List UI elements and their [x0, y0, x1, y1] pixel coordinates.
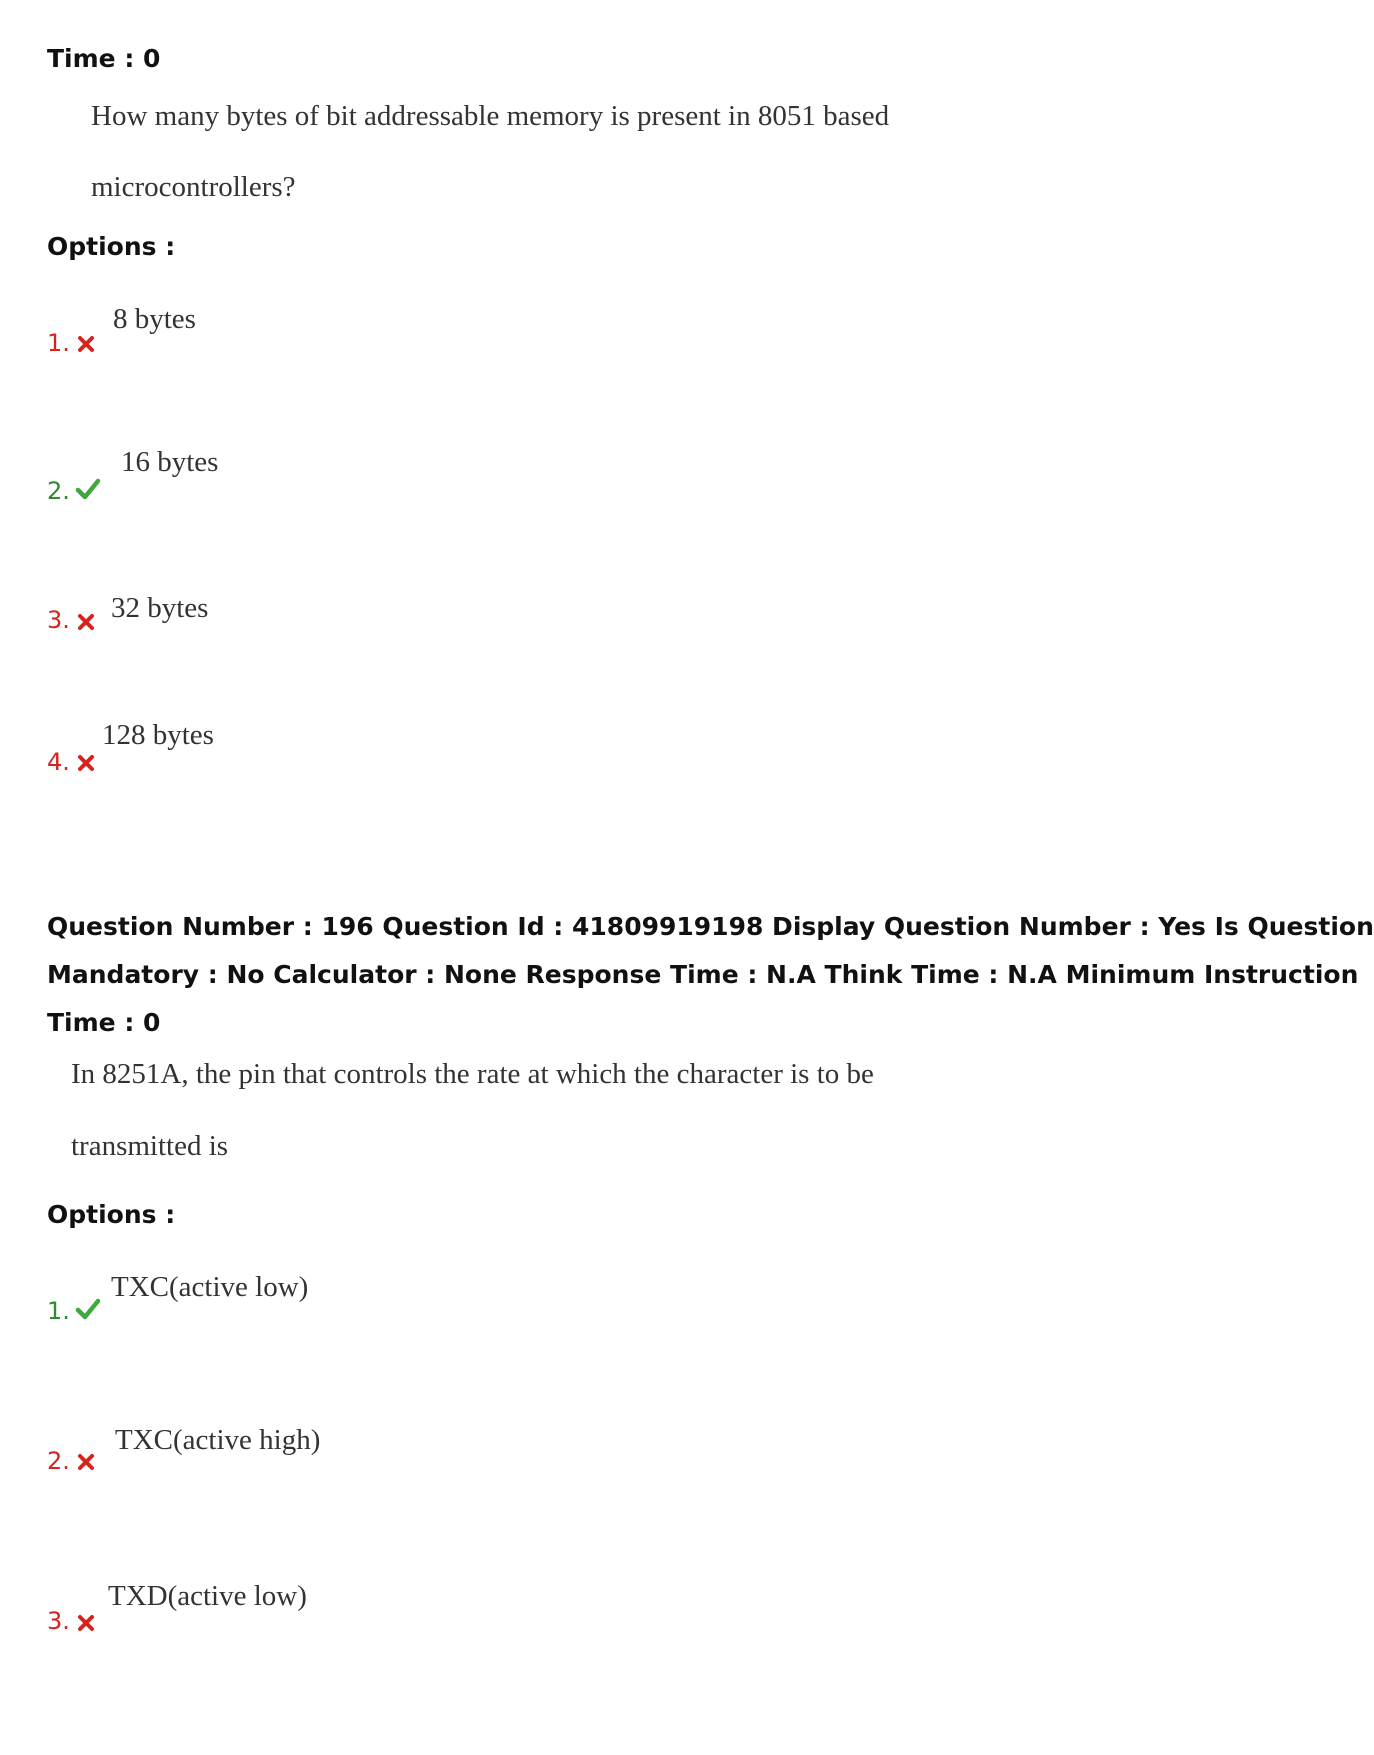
q2-question-line-1: In 8251A, the pin that controls the rate at which the character is to be [71, 1058, 874, 1090]
option-text: TXC(active high) [115, 1424, 321, 1456]
option-number: 2. [47, 1447, 70, 1475]
option-text: TXC(active low) [111, 1271, 309, 1303]
option-text: 128 bytes [102, 719, 214, 751]
q1-question-line-1: How many bytes of bit addressable memory is present in 8051 based [91, 100, 890, 132]
cross-icon [76, 1452, 96, 1472]
q1-options-label: Options : [47, 232, 176, 261]
cross-icon [76, 334, 96, 354]
option-text: TXD(active low) [108, 1580, 307, 1612]
option-number: 2. [47, 477, 70, 505]
option-number: 3. [47, 606, 70, 634]
q1-question-line-2: microcontrollers? [91, 171, 296, 203]
q2-meta-line-2: Mandatory : No Calculator : None Response Time : N.A Think Time : N.A Minimum Instruction [47, 960, 1359, 989]
check-icon [76, 478, 100, 500]
cross-icon [76, 1613, 96, 1633]
check-icon [76, 1298, 100, 1320]
option-number: 1. [47, 1297, 70, 1325]
option-number: 4. [47, 748, 70, 776]
option-text: 32 bytes [111, 592, 209, 624]
q2-question-line-2: transmitted is [71, 1130, 229, 1162]
q1-time-label: Time : 0 [47, 44, 161, 73]
option-text: 8 bytes [113, 303, 196, 335]
cross-icon [76, 612, 96, 632]
q2-meta-line-1: Question Number : 196 Question Id : 41809919198 Display Question Number : Yes Is Question [47, 912, 1374, 941]
option-number: 1. [47, 329, 70, 357]
option-number: 3. [47, 1607, 70, 1635]
q2-options-label: Options : [47, 1200, 176, 1229]
option-text: 16 bytes [121, 446, 219, 478]
q2-time-label: Time : 0 [47, 1008, 161, 1037]
cross-icon [76, 753, 96, 773]
